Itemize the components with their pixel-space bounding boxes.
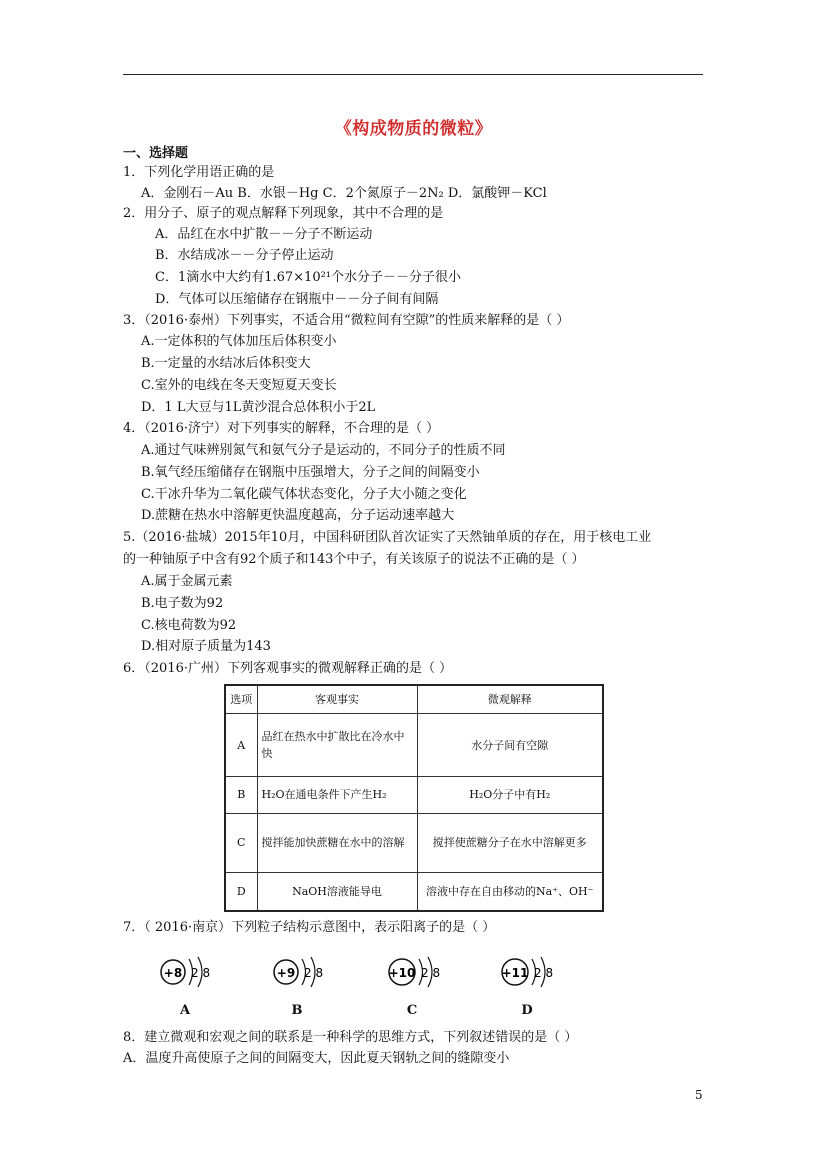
table-header-row <box>225 685 603 714</box>
atom-label-b: B <box>291 1003 303 1018</box>
q2-option-b: B．水结成冰－－分子停止运动 <box>155 248 334 263</box>
q5-option-d: D.相对原子质量为143 <box>141 639 271 654</box>
table-row <box>225 872 603 911</box>
q4-stem: 4．（2016·济宁）对下列事实的解释，不合理的是（ ） <box>123 421 440 436</box>
electron-shells: 2 8 <box>421 966 441 980</box>
q4-option-d: D.蔗糖在热水中溶解更快温度越高，分子运动速率越大 <box>141 508 455 523</box>
table-row <box>225 714 603 777</box>
nucleus-charge: +8 <box>163 966 183 980</box>
atom-label-a: A <box>179 1003 191 1018</box>
q5-stem-2: 的一种铀原子中含有92个质子和143个中子，有关该原子的说法不正确的是（ ） <box>123 552 585 567</box>
table-cell: 水分子间有空隙 <box>417 714 603 777</box>
table-cell: 品红在热水中扩散比在冷水中快 <box>257 714 417 777</box>
q8-option-a: A．温度升高使原子之间的间隔变大，因此夏天钢轨之间的缝隙变小 <box>123 1051 510 1066</box>
table-cell: H₂O在通电条件下产生H₂ <box>257 777 417 814</box>
q6-table <box>224 684 604 912</box>
q3-option-b: B.一定量的水结冰后体积变大 <box>141 356 311 371</box>
atom-diagram-a <box>158 955 238 1025</box>
table-cell: D <box>225 872 257 911</box>
table-cell: 溶液中存在自由移动的Na⁺、OH⁻ <box>417 872 603 911</box>
q3-option-c: C.室外的电线在冬天变短夏天变长 <box>141 378 337 393</box>
page-title: 《构成物质的微粒》 <box>334 119 493 139</box>
q5-stem-1: 5.（2016·盐城）2015年10月，中国科研团队首次证实了天然铀单质的存在，用于核电工业 <box>123 530 652 545</box>
table-row <box>225 813 603 872</box>
q3-option-a: A.一定体积的气体加压后体积变小 <box>141 334 337 349</box>
table-cell: 搅拌使蔗糖分子在水中溶解更多 <box>417 813 603 872</box>
atom-diagram-d <box>498 955 578 1025</box>
section-heading: 一、选择题 <box>123 146 189 161</box>
table-cell: A <box>225 714 257 777</box>
table-cell: NaOH溶液能导电 <box>257 872 417 911</box>
page-number: 5 <box>695 1088 703 1102</box>
nucleus-charge: +9 <box>276 966 296 980</box>
q5-option-c: C.核电荷数为92 <box>141 618 237 633</box>
q4-option-a: A.通过气味辨别氮气和氨气分子是运动的，不同分子的性质不同 <box>141 443 506 458</box>
table-cell: 搅拌能加快蔗糖在水中的溶解 <box>257 813 417 872</box>
table-row <box>225 777 603 814</box>
q6-stem: 6．（2016·广州）下列客观事实的微观解释正确的是（ ） <box>123 661 453 676</box>
atom-diagram-b <box>271 955 351 1025</box>
q5-option-b: B.电子数为92 <box>141 596 224 611</box>
q2-stem: 2．用分子、原子的观点解释下列现象，其中不合理的是 <box>123 206 444 221</box>
q5-option-a: A.属于金属元素 <box>141 574 233 589</box>
atom-label-d: D <box>521 1003 533 1018</box>
table-header: 选项 <box>225 685 257 714</box>
q3-option-d: D．1 L大豆与1L黄沙混合总体积小于2L <box>141 400 376 415</box>
electron-shells: 2 8 <box>304 966 324 980</box>
atom-label-c: C <box>406 1003 418 1018</box>
q1-options: A．金刚石－Au B．水银－Hg C．2个氮原子－2N₂ D．氯酸钾－KCl <box>141 186 547 201</box>
electron-shells: 2 8 <box>191 966 211 980</box>
nucleus-charge: +11 <box>501 966 529 980</box>
q2-option-a: A．品红在水中扩散－－分子不断运动 <box>155 227 373 242</box>
nucleus-charge: +10 <box>388 966 416 980</box>
q8-stem: 8．建立微观和宏观之间的联系是一种科学的思维方式，下列叙述错误的是（ ） <box>123 1030 578 1045</box>
q4-option-b: B.氧气经压缩储存在钢瓶中压强增大，分子之间的间隔变小 <box>141 465 480 480</box>
electron-shells: 2 8 <box>534 966 554 980</box>
atom-diagram-c <box>385 955 465 1025</box>
q1-stem: 1．下列化学用语正确的是 <box>123 165 275 180</box>
table-cell: C <box>225 813 257 872</box>
table-header: 微观解释 <box>417 685 603 714</box>
table-cell: H₂O分子中有H₂ <box>417 777 603 814</box>
table-cell: B <box>225 777 257 814</box>
q2-option-c: C．1滴水中大约有1.67×10²¹个水分子－－分子很小 <box>155 270 462 285</box>
header-rule <box>123 74 703 75</box>
table-header: 客观事实 <box>257 685 417 714</box>
q3-stem: 3．（2016·泰州）下列事实，不适合用“微粒间有空隙”的性质来解释的是（ ） <box>123 313 570 328</box>
q2-option-d: D．气体可以压缩储存在钢瓶中－－分子间有间隔 <box>155 292 439 307</box>
q4-option-c: C.干冰升华为二氧化碳气体状态变化，分子大小随之变化 <box>141 487 467 502</box>
q7-stem: 7．（ 2016·南京）下列粒子结构示意图中，表示阳离子的是（ ） <box>123 920 496 935</box>
